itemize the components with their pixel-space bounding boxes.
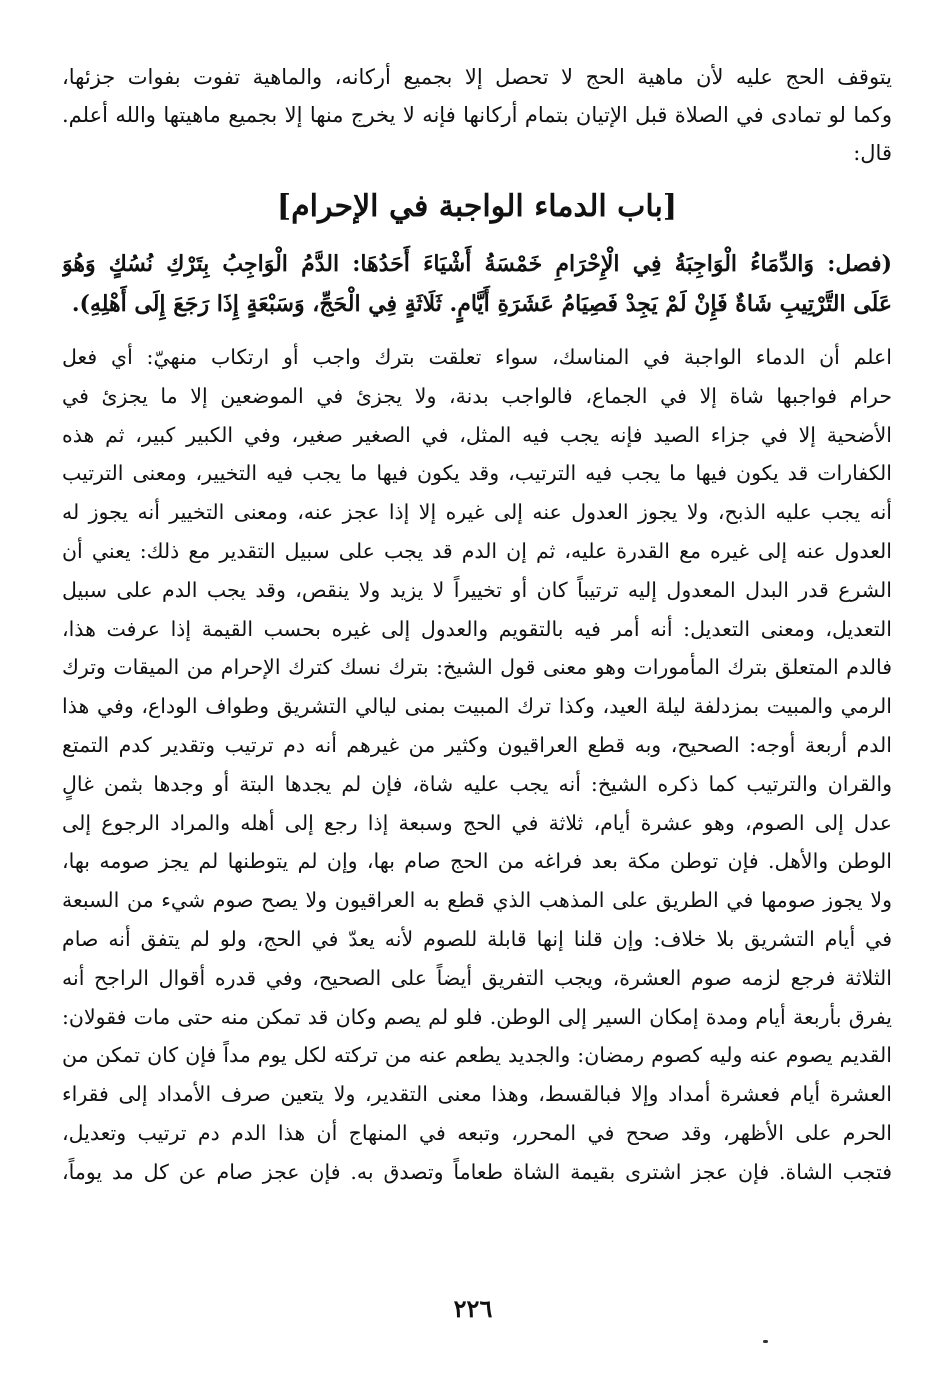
text-line: يفرق بأربعة أيام ومدة إمكان السير إلى الوطن. فلو لم يصم وكان قد تمكن منه حتى مات فقولان:: [62, 1004, 892, 1029]
text-line: الدم أربعة أوجه: الصحيح، وبه قطع العراقيون وكثير من غيرهم أنه دم ترتيب وتقدير كدم التمتع: [62, 732, 892, 757]
page-text-block: [62, 58, 892, 1192]
print-speck: [763, 1340, 768, 1343]
commentary-paragraph: [62, 338, 892, 1192]
text-line: أنه يجب عليه الذبح، ولا يجوز العدول عنه إلى غيره إلا إذا عجز عنه، ومعنى التخيير أنه يجوز له: [62, 500, 892, 525]
matn-line: (فصل: وَالدِّمَاءُ الْوَاجِبَةُ فِي الْإِحْرَامِ خَمْسَةُ أَشْيَاءَ أَحَدُهَا: الدَّمُ الْوَاجِبُ بِتَرْكِ نُسُكٍ وَهُوَ: [62, 251, 892, 277]
intro-paragraph: [62, 58, 892, 172]
text-line: العشرة أيام فعشرة أمداد وإلا فبالقسط، وهذا معنى التقدير، ولا يتعين صرف الأمداد إلى فقراء: [62, 1082, 892, 1107]
text-line: فتجب الشاة. فإن عجز اشترى بقيمة الشاة طعاماً وتصدق به. فإن عجز صام عن كل مد يوماً،: [62, 1159, 892, 1184]
text-line: الشرع قدر البدل المعدول إليه ترتيباً كان أو تخييراً لا يزيد ولا ينقص، وقد يجب الدم على سبيل: [62, 577, 892, 602]
text-line: اعلم أن الدماء الواجبة في المناسك، سواء تعلقت بترك واجب أو ارتكاب منهيّ: أي فعل: [62, 345, 892, 369]
text-line: الثلاثة فرجع لزمه صوم العشرة، ويجب التفريق أيضاً على الصحيح، وفي قدره أقوال الراجح أنه: [62, 965, 892, 990]
text-line: عدل إلى الصوم، وهو عشرة أيام، ثلاثة في الحج وسبعة إذا رجع إلى أهله والمراد الرجوع إلى: [62, 810, 892, 835]
text-line: حرام فواجبها شاة إلا في الجماع، فالواجب بدنة، ولا يجزئ في الموضعين إلا ما يجزئ في: [62, 383, 892, 408]
text-line: في أيام التشريق بلا خلاف: وإن قلنا إنها قابلة للصوم لأنه يعدّ في الحج، ولو لم يتفق أنه صام: [62, 926, 892, 951]
text-line: العدول عنه إلى غيره مع القدرة عليه، ثم إن الدم قد يجب على سبيل التقدير مع ذلك: يعني أن: [62, 538, 892, 563]
matn-paragraph: [62, 244, 892, 324]
text-line: يتوقف الحج عليه لأن ماهية الحج لا تحصل إلا بجميع أركانه، والماهية تفوت بفوات جزئها،: [62, 65, 892, 89]
text-line: والقران والترتيب كما ذكره الشيخ: أنه يجب عليه شاة، فإن لم يجدها البتة أو وجدها بثمن غالٍ: [62, 771, 892, 796]
page-number: ٢٢٦: [453, 1294, 493, 1323]
text-line: ولا يجوز صومها في الطريق على المذهب الذي قطع به العراقيون ولا يصح صوم شيء من السبعة: [62, 888, 892, 913]
text-line: وكما لو تمادى في الصلاة قبل الإتيان بتمام أركانها فإنه لا يخرج منها إلا بجميع ماهيتها والله أعلم.: [62, 103, 892, 127]
text-line: الوطن والأهل. فإن توطن مكة بعد فراغه من الحج صام بها، وإن لم يتوطنها لم يجز صومه بها،: [62, 849, 892, 874]
text-line: التعديل، ومعنى التعديل: أنه أمر فيه بالتقويم والعدول إلى غيره بحسب القيمة إذا عرفت هذا،: [62, 616, 892, 641]
text-line: الأضحية إلا في جزاء الصيد فإنه يجب فيه المثل، في الصغير صغير، وفي الكبير كبير، ثم هذه: [62, 422, 892, 447]
chapter-heading: [باب الدماء الواجبة في الإحرام]: [276, 189, 678, 224]
text-line: فالدم المتعلق بترك المأمورات وهو معنى قول الشيخ: بترك نسك كترك الإحرام من الميقات وترك: [62, 655, 892, 680]
text-line: الكفارات قد يكون فيها ما يجب فيه الترتيب، وقد يكون فيها ما يجب فيه التخيير، ومعنى الترتيب: [62, 461, 892, 486]
text-line: الحرم على الأظهر، وقد صحح في المحرر، وتبعه في المنهاج أن هذا الدم دم ترتيب وتعديل،: [62, 1120, 892, 1145]
text-line: قال:: [853, 141, 892, 165]
text-line: القديم يصوم عنه وليه كصوم رمضان: والجديد يطعم عنه من تركته لكل يوم مداً فإن كان تمكن من: [62, 1043, 892, 1068]
text-line: الرمي والمبيت بمزدلفة ليلة العيد، وكذا ترك المبيت بمنى ليالي التشريق وطواف الوداع، وفي هذا: [62, 694, 892, 719]
matn-line: عَلَى التَّرْتِيبِ شَاةٌ فَإِنْ لَمْ يَجِدْ فَصِيَامُ عَشَرَةِ أَيَّامٍ. ثَلَاثَةٍ فِي الْحَجِّ، وَسَبْعَةٍ إِذَا رَجَعَ إِلَى أَهْلِهِ).: [71, 291, 892, 317]
